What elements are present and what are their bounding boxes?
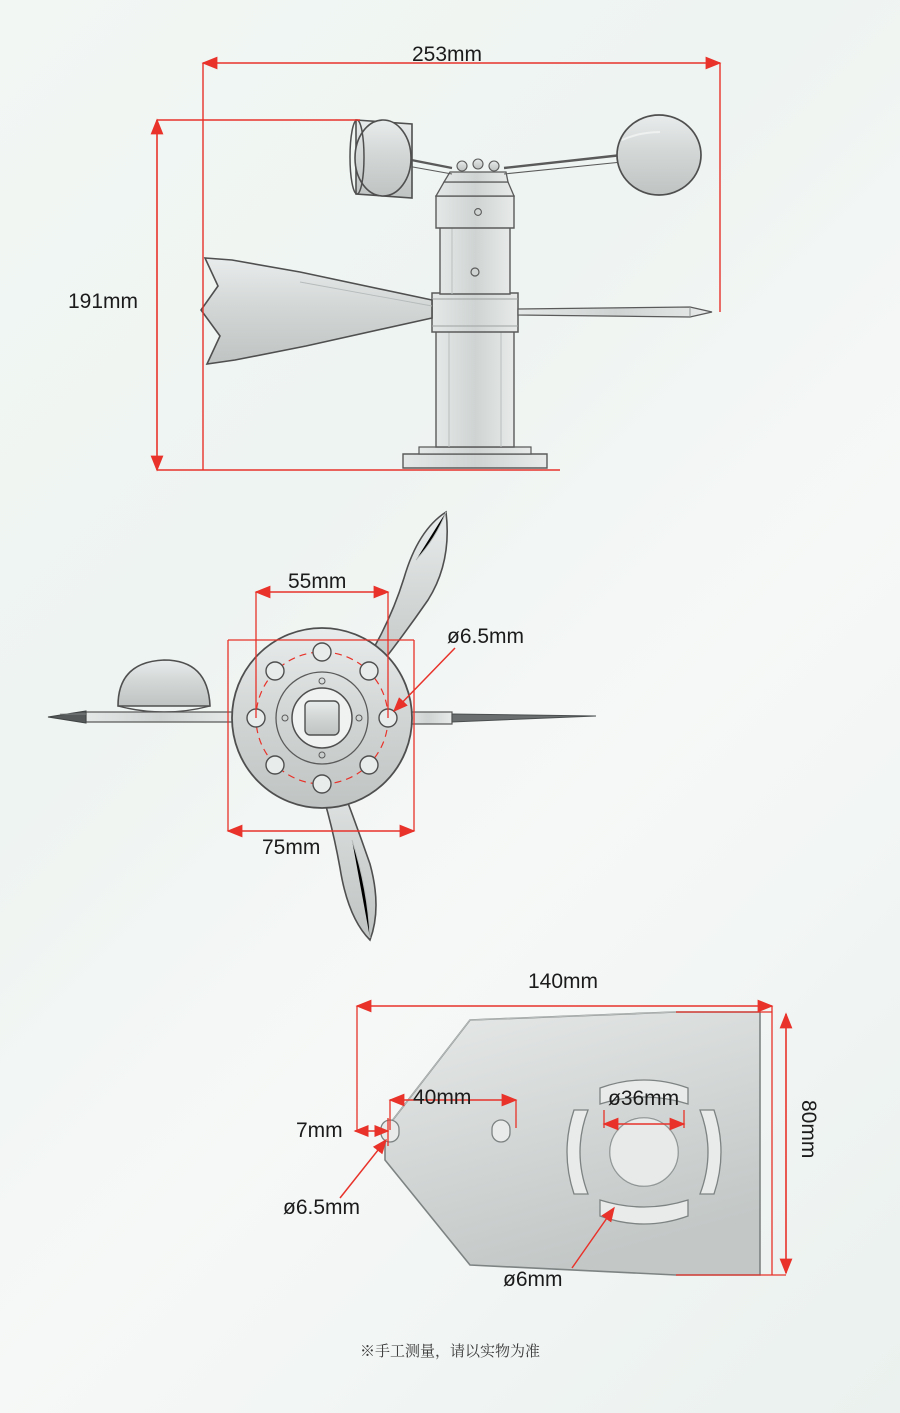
label-small-hole: ø6mm: [503, 1268, 563, 1291]
label-overall-height: 191mm: [68, 290, 139, 313]
top-view-vane-left-tip: [48, 711, 86, 723]
top-view-cup-left: [86, 660, 235, 722]
label-edge-offset: 7mm: [296, 1119, 343, 1142]
side-view-cup-left: [350, 120, 412, 198]
label-plate-height: 80mm: [797, 1100, 820, 1159]
label-overall-width: 253mm: [412, 43, 483, 66]
top-view-flange: [232, 628, 412, 808]
side-view-group: [157, 63, 720, 470]
label-slot-hole: ø6.5mm: [283, 1196, 361, 1219]
top-view-vane-right-tip: [404, 712, 596, 724]
side-view-vane-hub: [432, 293, 518, 332]
label-bolt-hole-diameter: ø6.5mm: [447, 625, 525, 648]
label-slot-spacing: 40mm: [413, 1086, 472, 1109]
side-view-cup-arms: [396, 155, 622, 174]
label-plate-length: 140mm: [528, 970, 599, 993]
measurement-note: ※手工测量，请以实物为准: [359, 1343, 540, 1360]
side-view-mast: [436, 330, 514, 447]
mounting-plate-group: [340, 1006, 786, 1275]
side-view-base-flange: [403, 447, 547, 468]
side-view-cup-hub: [436, 172, 514, 228]
side-view-vane-pointer: [518, 307, 712, 317]
leader-plate-slot: [340, 1140, 386, 1198]
side-view-cup-right: [617, 115, 701, 195]
label-flange-diameter: 75mm: [262, 836, 321, 859]
side-view-upper-shaft: [440, 226, 510, 294]
side-view-vane-fin: [201, 258, 432, 364]
label-center-hole: ø36mm: [608, 1087, 680, 1110]
label-inner-bolt-circle: 55mm: [288, 570, 347, 593]
